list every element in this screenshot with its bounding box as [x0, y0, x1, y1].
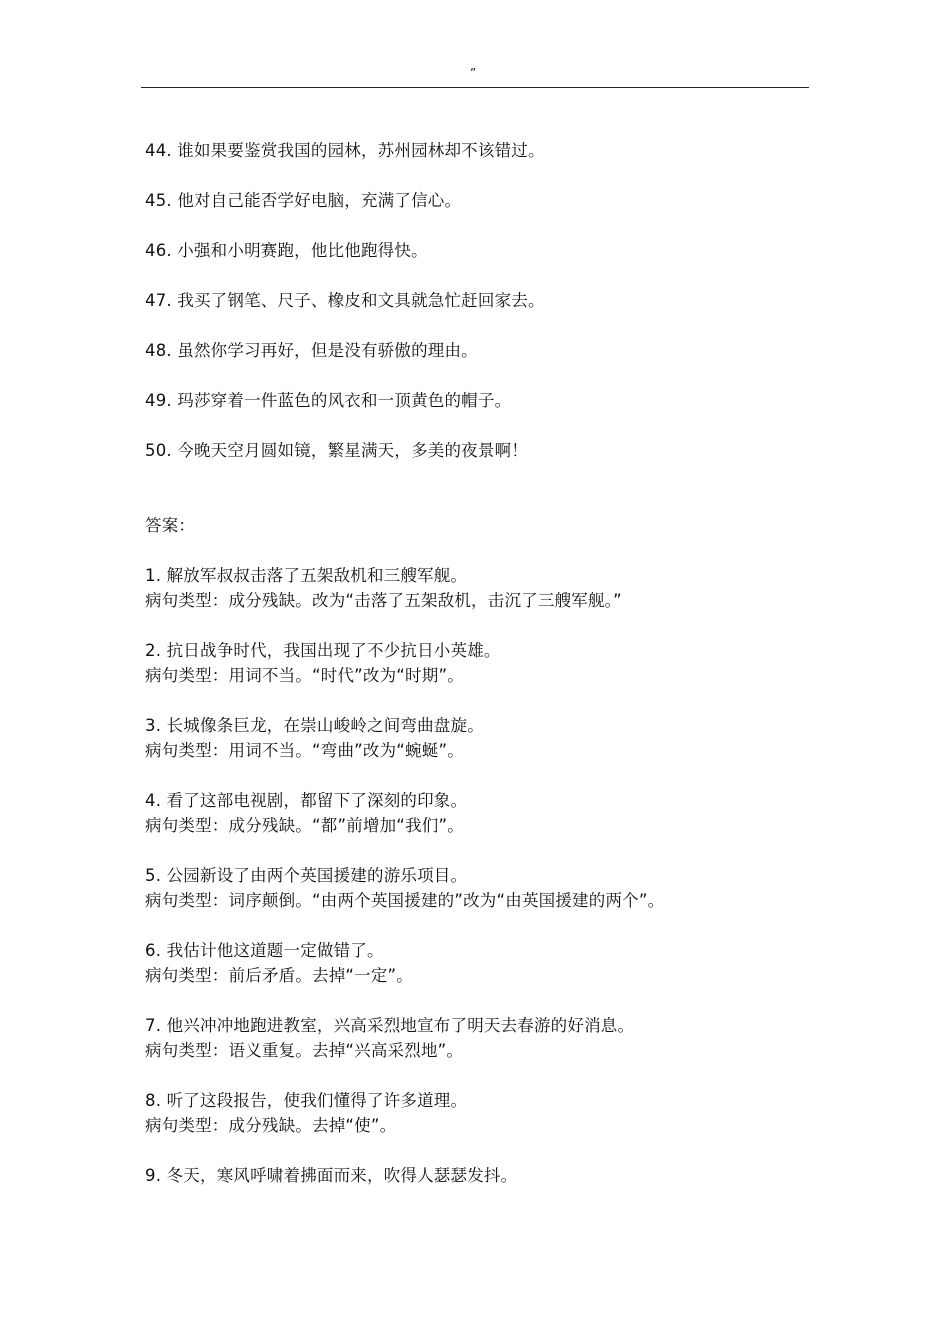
answer-item [145, 1013, 825, 1063]
answer-sentence: 5. 公园新设了由两个英国援建的游乐项目。 [145, 866, 468, 885]
answer-type: 病句类型：用词不当。“弯曲”改为“蜿蜒”。 [145, 741, 464, 760]
answers-heading: 答案： [145, 516, 196, 535]
answer-item [145, 563, 825, 613]
answer-type: 病句类型：成分残缺。改为“击落了五架敌机，击沉了三艘军舰。” [145, 591, 622, 610]
header-mark: ” [470, 66, 477, 80]
answer-type: 病句类型：成分残缺。“都”前增加“我们”。 [145, 816, 464, 835]
answer-sentence: 8. 听了这段报告，使我们懂得了许多道理。 [145, 1091, 468, 1110]
question-item: 47. 我买了钢笔、尺子、橡皮和文具就急忙赶回家去。 [145, 291, 545, 310]
answer-item [145, 863, 825, 913]
answer-type: 病句类型：前后矛盾。去掉“一定”。 [145, 966, 413, 985]
answer-type: 病句类型：成分残缺。去掉“使”。 [145, 1116, 397, 1135]
answer-item [145, 713, 825, 763]
question-item: 50. 今晚天空月圆如镜，繁星满天，多美的夜景啊！ [145, 441, 528, 460]
answer-type: 病句类型：用词不当。“时代”改为“时期”。 [145, 666, 464, 685]
answer-sentence: 3. 长城像条巨龙，在崇山峻岭之间弯曲盘旋。 [145, 716, 484, 735]
question-list [145, 138, 825, 463]
answer-item [145, 1088, 825, 1138]
page-content [145, 138, 825, 1213]
question-item: 44. 谁如果要鉴赏我国的园林，苏州园林却不该错过。 [145, 141, 545, 160]
question-item: 49. 玛莎穿着一件蓝色的风衣和一顶黄色的帽子。 [145, 391, 512, 410]
answer-item [145, 1163, 825, 1188]
answer-item [145, 638, 825, 688]
question-item: 46. 小强和小明赛跑，他比他跑得快。 [145, 241, 428, 260]
answer-sentence: 4. 看了这部电视剧，都留下了深刻的印象。 [145, 791, 468, 810]
answer-sentence: 6. 我估计他这道题一定做错了。 [145, 941, 384, 960]
answer-list [145, 563, 825, 1188]
answer-sentence: 7. 他兴冲冲地跑进教室，兴高采烈地宣布了明天去春游的好消息。 [145, 1016, 635, 1035]
answer-item [145, 938, 825, 988]
header-rule [141, 87, 809, 88]
answer-type: 病句类型：语义重复。去掉“兴高采烈地”。 [145, 1041, 464, 1060]
answer-type: 病句类型：词序颠倒。“由两个英国援建的”改为“由英国援建的两个”。 [145, 891, 665, 910]
question-item: 45. 他对自己能否学好电脑，充满了信心。 [145, 191, 462, 210]
answer-sentence: 1. 解放军叔叔击落了五架敌机和三艘军舰。 [145, 566, 468, 585]
answer-sentence: 2. 抗日战争时代，我国出现了不少抗日小英雄。 [145, 641, 501, 660]
answer-sentence: 9. 冬天，寒风呼啸着拂面而来，吹得人瑟瑟发抖。 [145, 1166, 518, 1185]
answer-item [145, 788, 825, 838]
question-item: 48. 虽然你学习再好，但是没有骄傲的理由。 [145, 341, 478, 360]
